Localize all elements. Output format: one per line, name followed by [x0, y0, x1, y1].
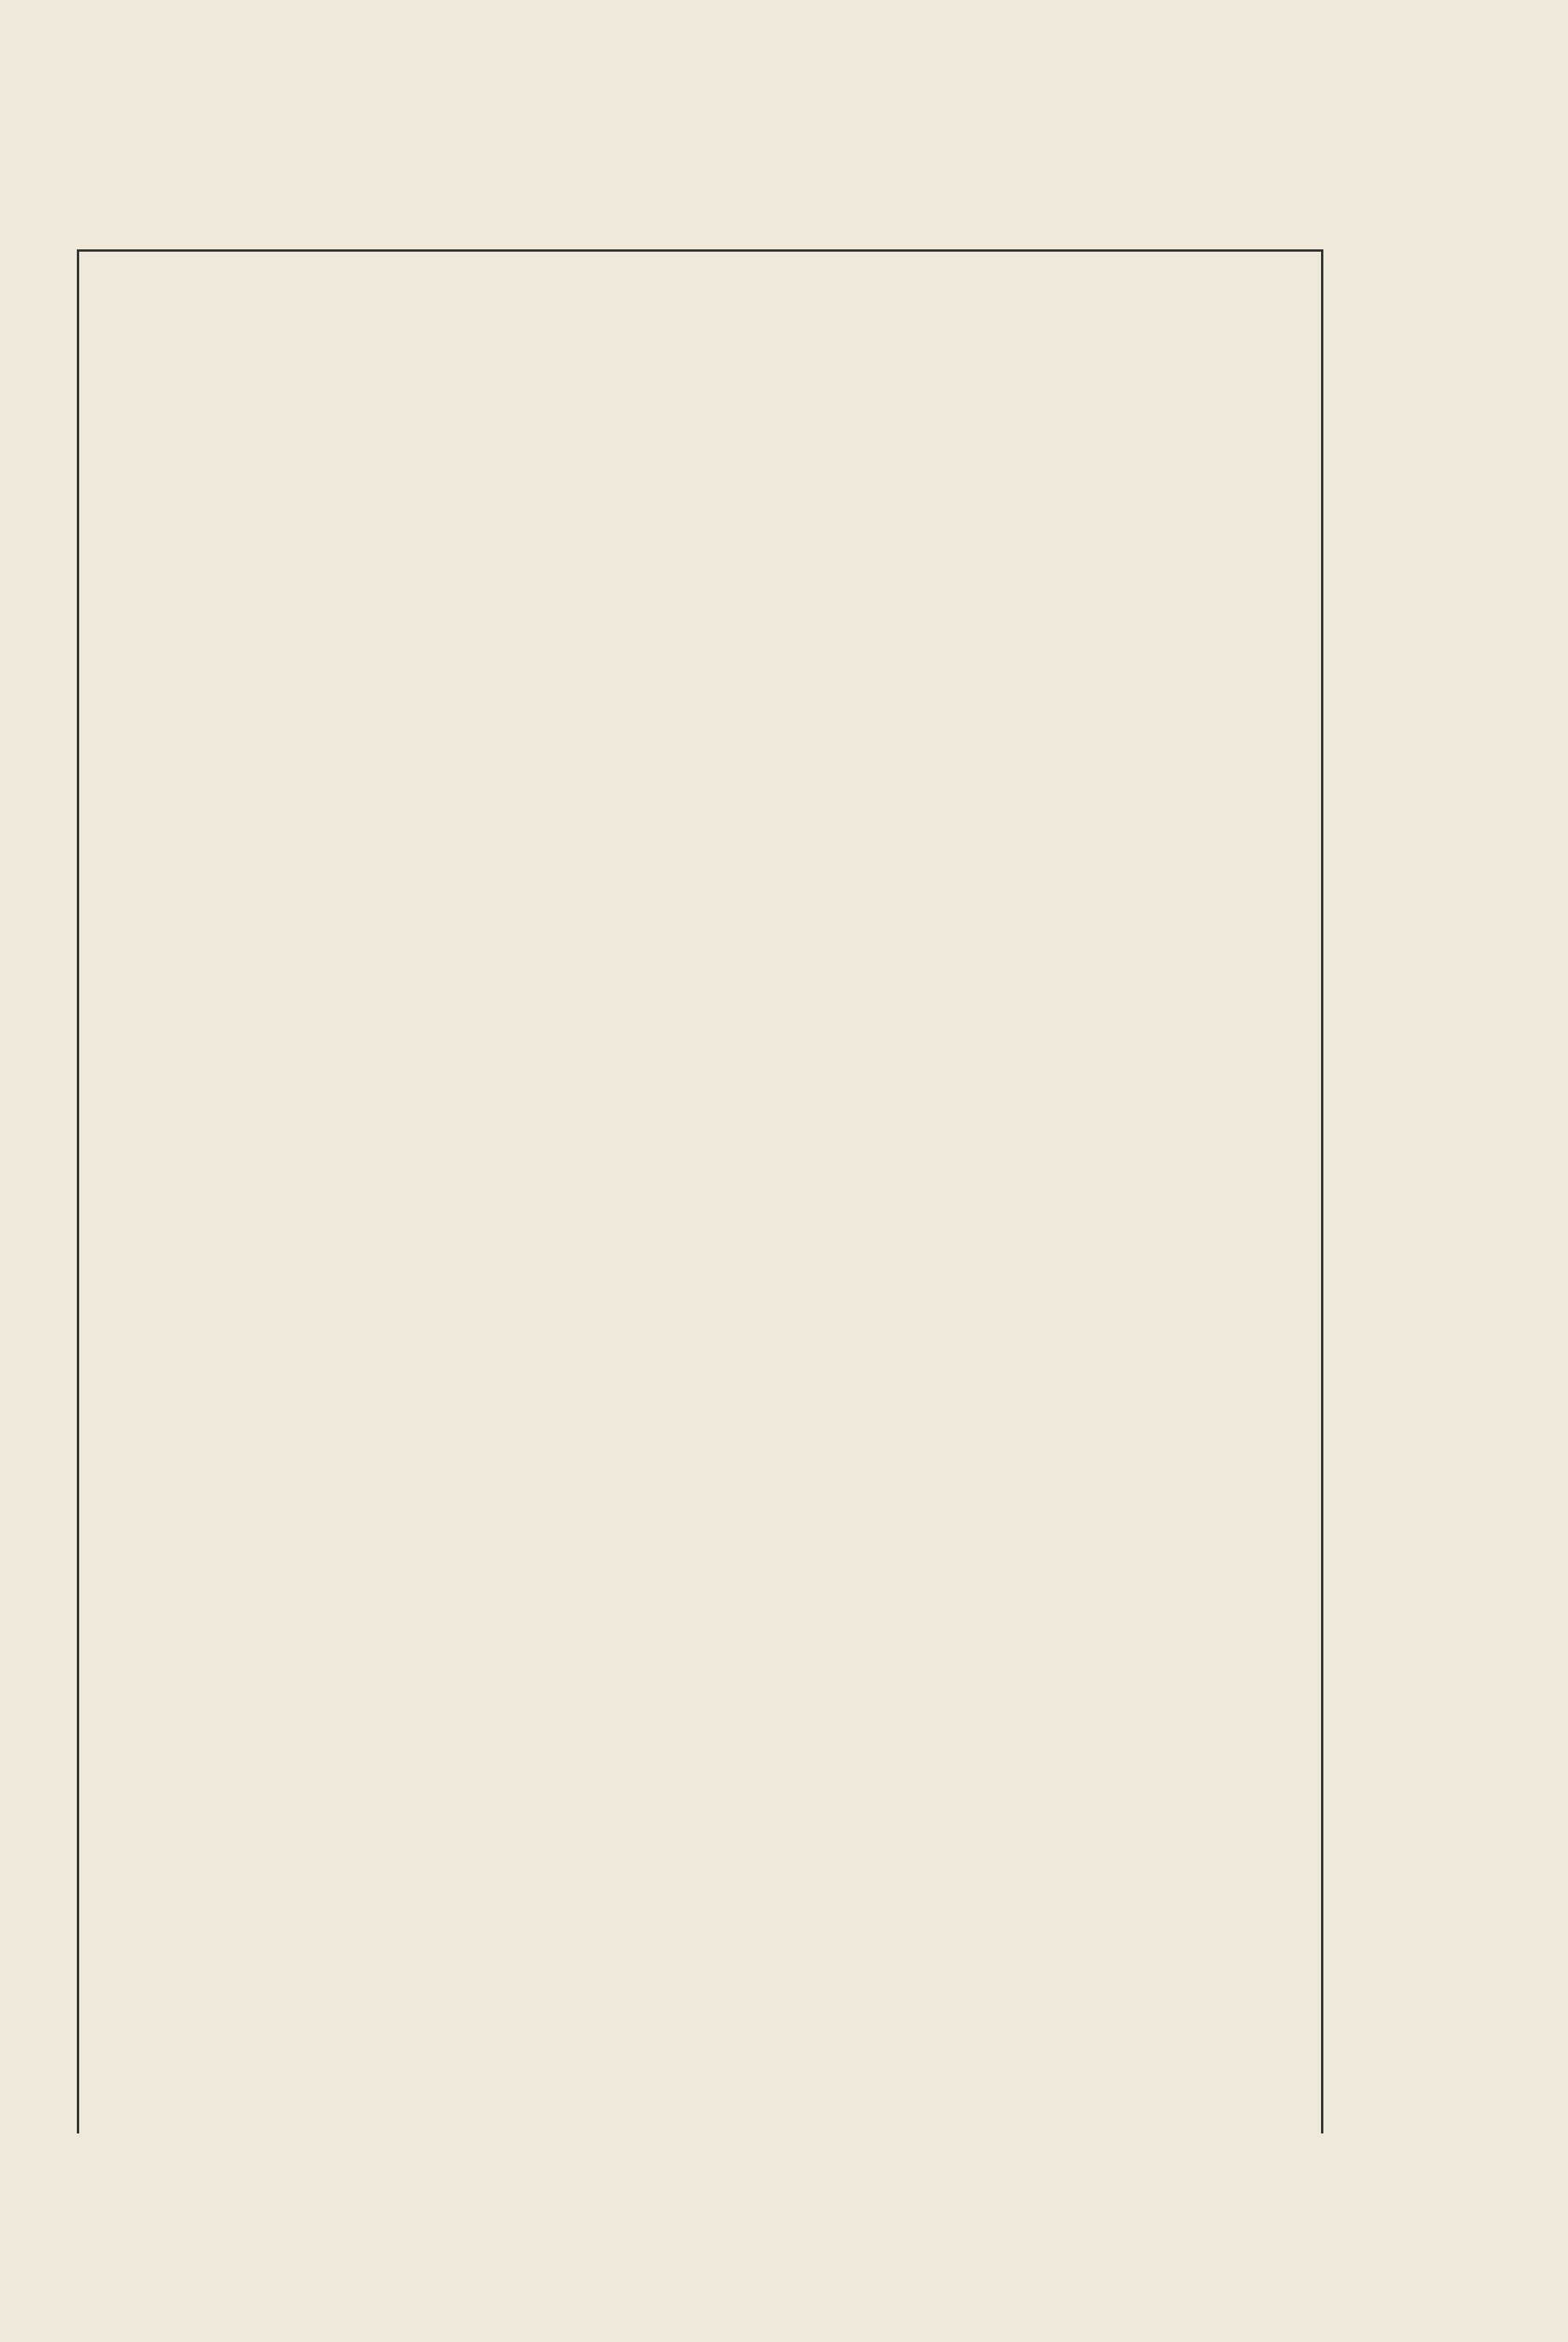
table-frame [77, 249, 1323, 2133]
